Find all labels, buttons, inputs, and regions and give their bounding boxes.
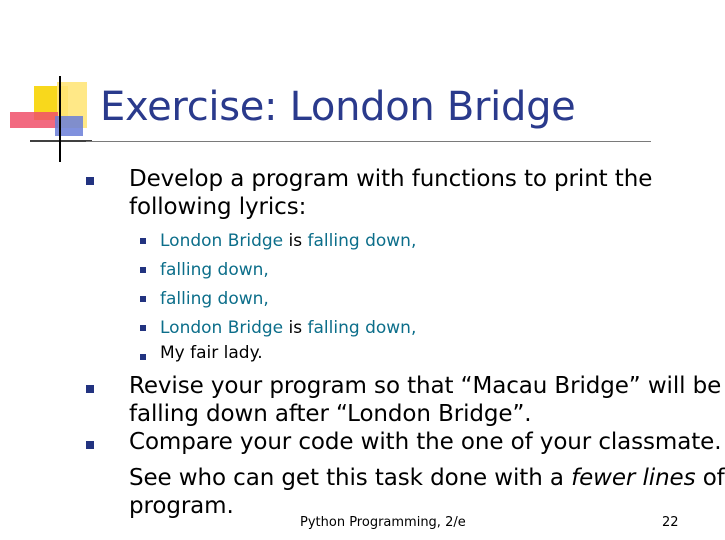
lyric-text: London Bridge bbox=[160, 318, 284, 338]
bullet-3-line-2 bbox=[129, 464, 725, 493]
footer-course: Python Programming, 2/e bbox=[300, 515, 466, 530]
lyric-line-4 bbox=[160, 318, 416, 338]
bullet-2-line-1: Revise your program so that “Macau Bridge” will be bbox=[129, 373, 722, 399]
bullet-3-emphasis: fewer lines bbox=[571, 465, 696, 491]
footer-page-number: 22 bbox=[662, 515, 679, 530]
bullet-1-line-1: Develop a program with functions to print the bbox=[129, 166, 653, 192]
lyric-text: London Bridge bbox=[160, 231, 284, 251]
bullet-icon bbox=[86, 177, 94, 185]
bullet-icon bbox=[86, 385, 94, 393]
bullet-icon bbox=[86, 441, 94, 449]
lyric-text: is bbox=[283, 231, 308, 251]
sub-bullet-icon bbox=[140, 296, 146, 302]
bullet-1-line-2: following lyrics: bbox=[129, 194, 307, 220]
lyric-text: falling down, bbox=[307, 231, 417, 251]
lyric-text: is bbox=[283, 318, 308, 338]
lyric-line-1 bbox=[160, 231, 416, 251]
lyric-text: falling down, bbox=[307, 318, 417, 338]
bullet-3-line-1: Compare your code with the one of your classmate. bbox=[129, 429, 722, 455]
slide-logo-decoration bbox=[0, 0, 100, 170]
sub-bullet-icon bbox=[140, 267, 146, 273]
slide-title: Exercise: London Bridge bbox=[100, 84, 576, 130]
lyric-line-2: falling down, bbox=[160, 260, 269, 280]
title-divider bbox=[86, 141, 651, 142]
sub-bullet-icon bbox=[140, 325, 146, 331]
sub-bullet-icon bbox=[140, 238, 146, 244]
bullet-2-line-2: falling down after “London Bridge”. bbox=[129, 401, 532, 427]
sub-bullet-icon bbox=[140, 354, 146, 360]
bullet-3-text-end: of bbox=[695, 465, 725, 491]
bullet-3-line-3: program. bbox=[129, 493, 234, 519]
lyric-line-3: falling down, bbox=[160, 289, 269, 309]
lyric-line-5: My fair lady. bbox=[160, 343, 263, 363]
bullet-3-text: See who can get this task done with a bbox=[129, 465, 572, 491]
